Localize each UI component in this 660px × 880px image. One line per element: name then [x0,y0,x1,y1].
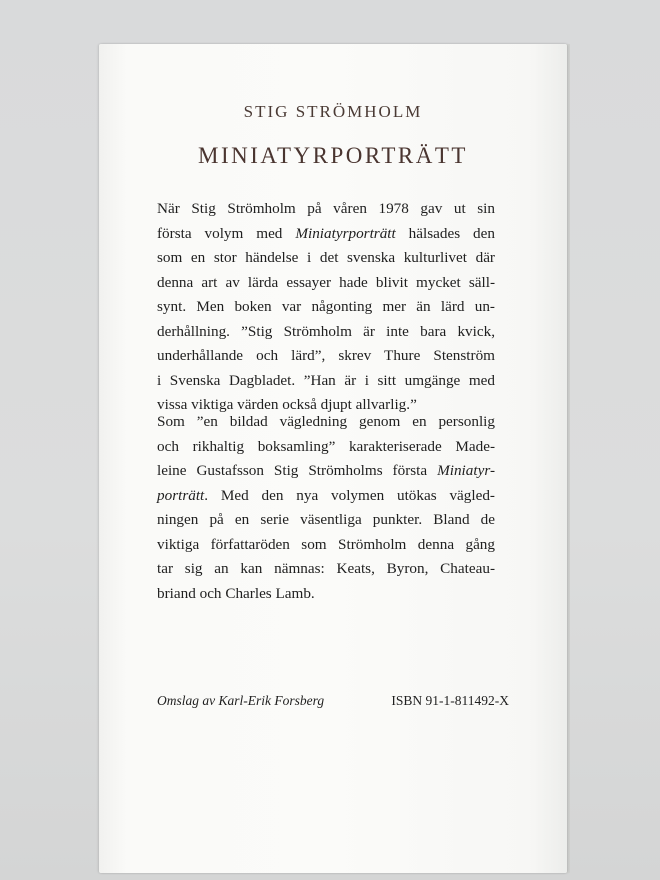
text-line: tar sig an kan nämnas: Keats, Byron, Chateau- [157,560,495,577]
text-line: denna art av lärda essayer hade blivit mycket säll- [157,273,495,291]
text-line: som en stor händelse i det svenska kulturlivet där [157,249,495,266]
text-line: och rikhaltig boksamling” karakteriserade Made- [157,437,495,455]
book-back-cover [99,44,567,873]
text-line: första volym med Miniatyrporträtt hälsades den [157,224,495,242]
author-name: STIG STRÖMHOLM [243,102,423,121]
text-line: vissa viktiga värden också djupt allvarlig.” [157,396,417,413]
book-title: MINIATYRPORTRÄTT [198,143,468,168]
text-line: porträtt. Med den nya volymen utökas vägled- [157,486,495,504]
blurb-paragraph-2 [157,410,495,606]
text-line: underhållande och lärd”, skrev Thure Stenström [157,347,495,364]
text-line: i Svenska Dagbladet. ”Han är i sitt umgänge med [157,371,495,389]
text-line: briand och Charles Lamb. [157,584,315,602]
text-line: synt. Men boken var någonting mer än lärd un- [157,298,495,315]
text-line: derhållning. ”Stig Strömholm är inte bara kvick, [157,322,495,340]
text-line: Som ”en bildad vägledning genom en personlig [157,413,495,430]
cover-design-credit: Omslag av Karl-Erik Forsberg [157,693,325,708]
isbn-number: ISBN 91-1-811492-X [391,693,509,708]
text-line: viktiga författaröden som Strömholm denna gång [157,535,495,553]
text-line: leine Gustafsson Stig Strömholms första Miniatyr- [157,462,495,479]
text-line: När Stig Strömholm på våren 1978 gav ut sin [157,200,495,217]
text-line: ningen på en serie väsentliga punkter. Bland de [157,511,495,528]
blurb-paragraph-1 [157,197,495,418]
